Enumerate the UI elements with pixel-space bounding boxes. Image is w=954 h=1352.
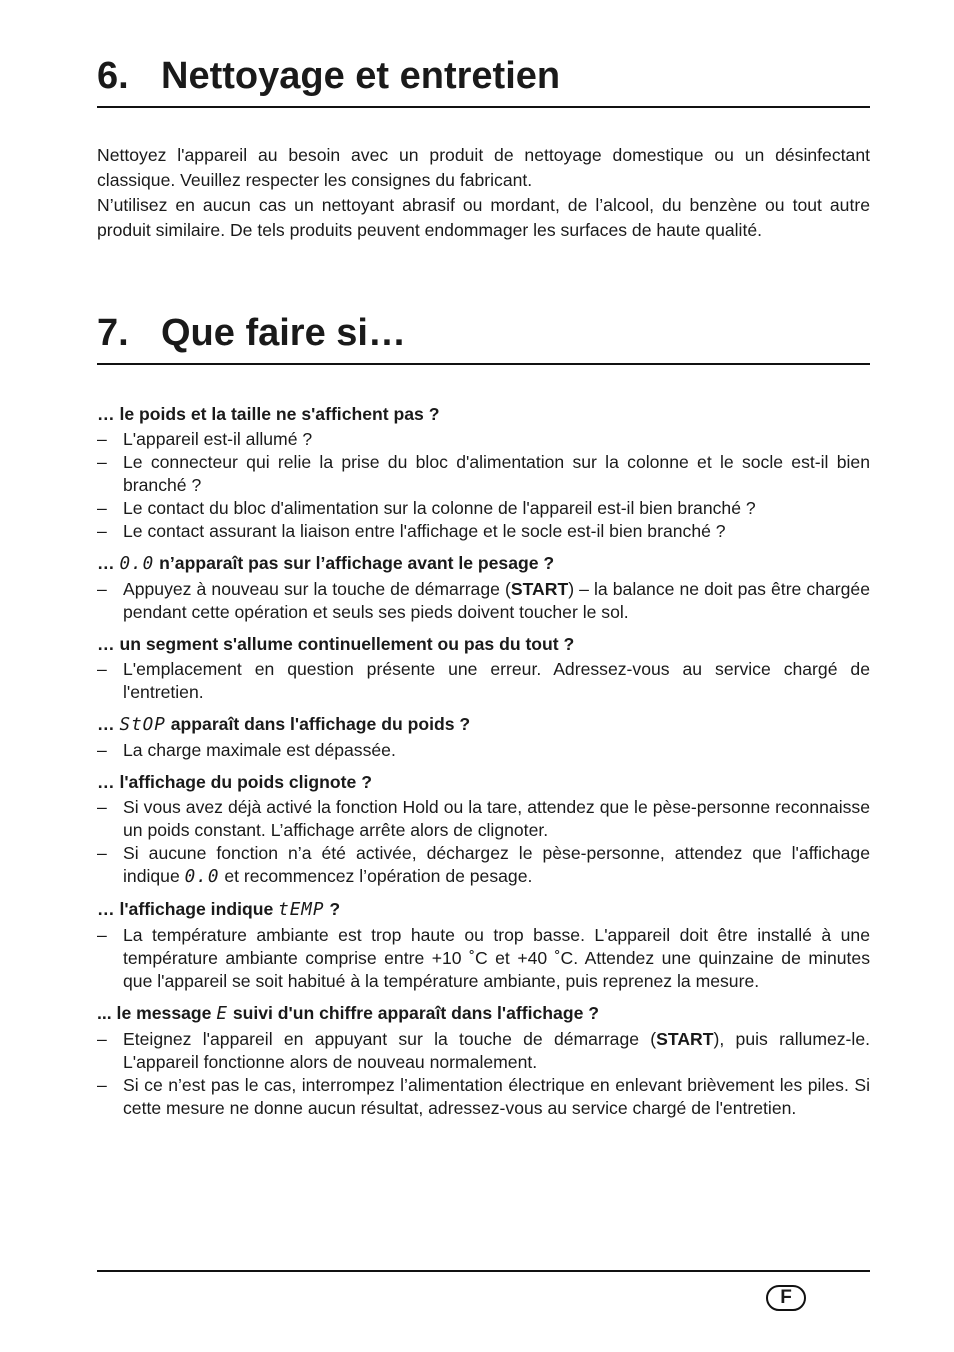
display-code-zero: 0.0	[119, 554, 155, 574]
faq-answer-item: – Si vous avez déjà activé la fonction Hold ou la tare, attendez que le pèse-personne reconnaisse un poids constant. L’affichage arrête alors de clignoter.	[97, 796, 870, 842]
faq-answer-item	[97, 578, 870, 624]
display-code-stop: StOP	[119, 715, 166, 735]
answer-text: et recommencez l’opération de pesage.	[224, 866, 533, 886]
faq-answer-item	[97, 1028, 870, 1074]
section-6-heading	[97, 56, 870, 108]
faq-question: … un segment s'allume continuellement ou pas du tout ?	[97, 634, 575, 654]
start-key-label: START	[656, 1029, 714, 1049]
faq-question-suffix: n’apparaît pas sur l’affichage avant le pesage ?	[159, 553, 555, 573]
answer-text: Eteignez l'appareil en appuyant sur la touche de démarrage (	[123, 1029, 657, 1049]
faq-answer-item: – Si ce n’est pas le cas, interrompez l’alimentation électrique en enlevant brièvement les piles. Si cette mesure ne donne aucun résultat, adressez-vous au service chargé de l'entretien.	[97, 1074, 870, 1120]
section-7-heading	[97, 313, 870, 365]
cleaning-paragraph-2: N’utilisez en aucun cas un nettoyant abrasif ou mordant, de l’alcool, du benzène ou tout autre produit similaire. De tels produits peuvent endommager les surfaces de haute qualité.	[97, 195, 870, 240]
faq-question-suffix: ?	[329, 899, 341, 919]
language-badge: F	[766, 1285, 806, 1311]
footer-divider	[97, 1270, 870, 1272]
faq-question	[97, 551, 870, 576]
faq-question-suffix: suivi d'un chiffre apparaît dans l'affichage ?	[232, 1003, 599, 1023]
faq-question-prefix: ... le message	[97, 1003, 212, 1023]
faq-answer-item: – L'emplacement en question présente une erreur. Adressez-vous au service chargé de l'entretien.	[97, 658, 870, 704]
faq-answer-item	[97, 842, 870, 889]
display-code-zero: 0.0	[184, 867, 220, 887]
cleaning-paragraph-1: Nettoyez l'appareil au besoin avec un produit de nettoyage domestique ou un désinfectant classique. Veuillez respecter les consignes du fabricant.	[97, 145, 870, 190]
faq-question-prefix: …	[97, 714, 115, 734]
section-7-number: 7.	[97, 312, 129, 354]
faq-answers	[97, 924, 870, 993]
section-7-title: Que faire si…	[161, 312, 406, 354]
answer-text: Appuyez à nouveau sur la touche de démarrage (	[123, 579, 511, 599]
faq-answer-item: – Le contact assurant la liaison entre l'affichage et le socle est-il bien branché ?	[97, 520, 870, 543]
faq-answers	[97, 739, 870, 762]
faq-question: … le poids et la taille ne s'affichent pas ?	[97, 404, 440, 424]
display-code-error: E	[216, 1004, 228, 1024]
faq-question-prefix: … l'affichage indique	[97, 899, 274, 919]
faq-answers	[97, 658, 870, 704]
faq-question	[97, 897, 870, 922]
answer-text: ), puis rallumez-le. L'appareil fonctionne alors de nouveau normalement.	[123, 1029, 870, 1072]
troubleshooting-list	[97, 402, 870, 1120]
faq-question	[97, 1001, 870, 1026]
faq-answers	[97, 1028, 870, 1120]
faq-answer-item: – La température ambiante est trop haute ou trop basse. L'appareil doit être installé à une température ambiante comprise entre +10 ˚C et +40 ˚C. Attendez une quinzaine de minutes que l'appareil se soit habitué à la température ambiante, puis reprenez la mesure.	[97, 924, 870, 993]
start-key-label: START	[510, 579, 569, 599]
answer-text: Si aucune fonction n’a été activée, déchargez le pèse-personne, attendez que l'affichage indique	[123, 843, 870, 886]
faq-answers	[97, 578, 870, 624]
faq-answer-item: – La charge maximale est dépassée.	[97, 739, 870, 762]
faq-question	[97, 712, 870, 737]
section-6-number: 6.	[97, 55, 129, 97]
answer-text: ) – la balance ne doit pas être chargée pendant cette opération et seuls ses pieds doivent toucher le sol.	[123, 579, 870, 622]
faq-question-prefix: …	[97, 553, 115, 573]
faq-answers	[97, 796, 870, 889]
faq-question-suffix: apparaît dans l'affichage du poids ?	[170, 714, 471, 734]
faq-answer-item: – Le contact du bloc d'alimentation sur la colonne de l'appareil est-il bien branché ?	[97, 497, 870, 520]
cleaning-instructions	[97, 143, 870, 243]
faq-answer-item: – L'appareil est-il allumé ?	[97, 428, 870, 451]
faq-question: … l'affichage du poids clignote ?	[97, 772, 372, 792]
faq-answer-item: – Le connecteur qui relie la prise du bloc d'alimentation sur la colonne et le socle est-il bien branché ?	[97, 451, 870, 497]
section-6-title: Nettoyage et entretien	[161, 55, 561, 97]
display-code-temp: tEMP	[278, 900, 325, 920]
faq-answers	[97, 428, 870, 543]
